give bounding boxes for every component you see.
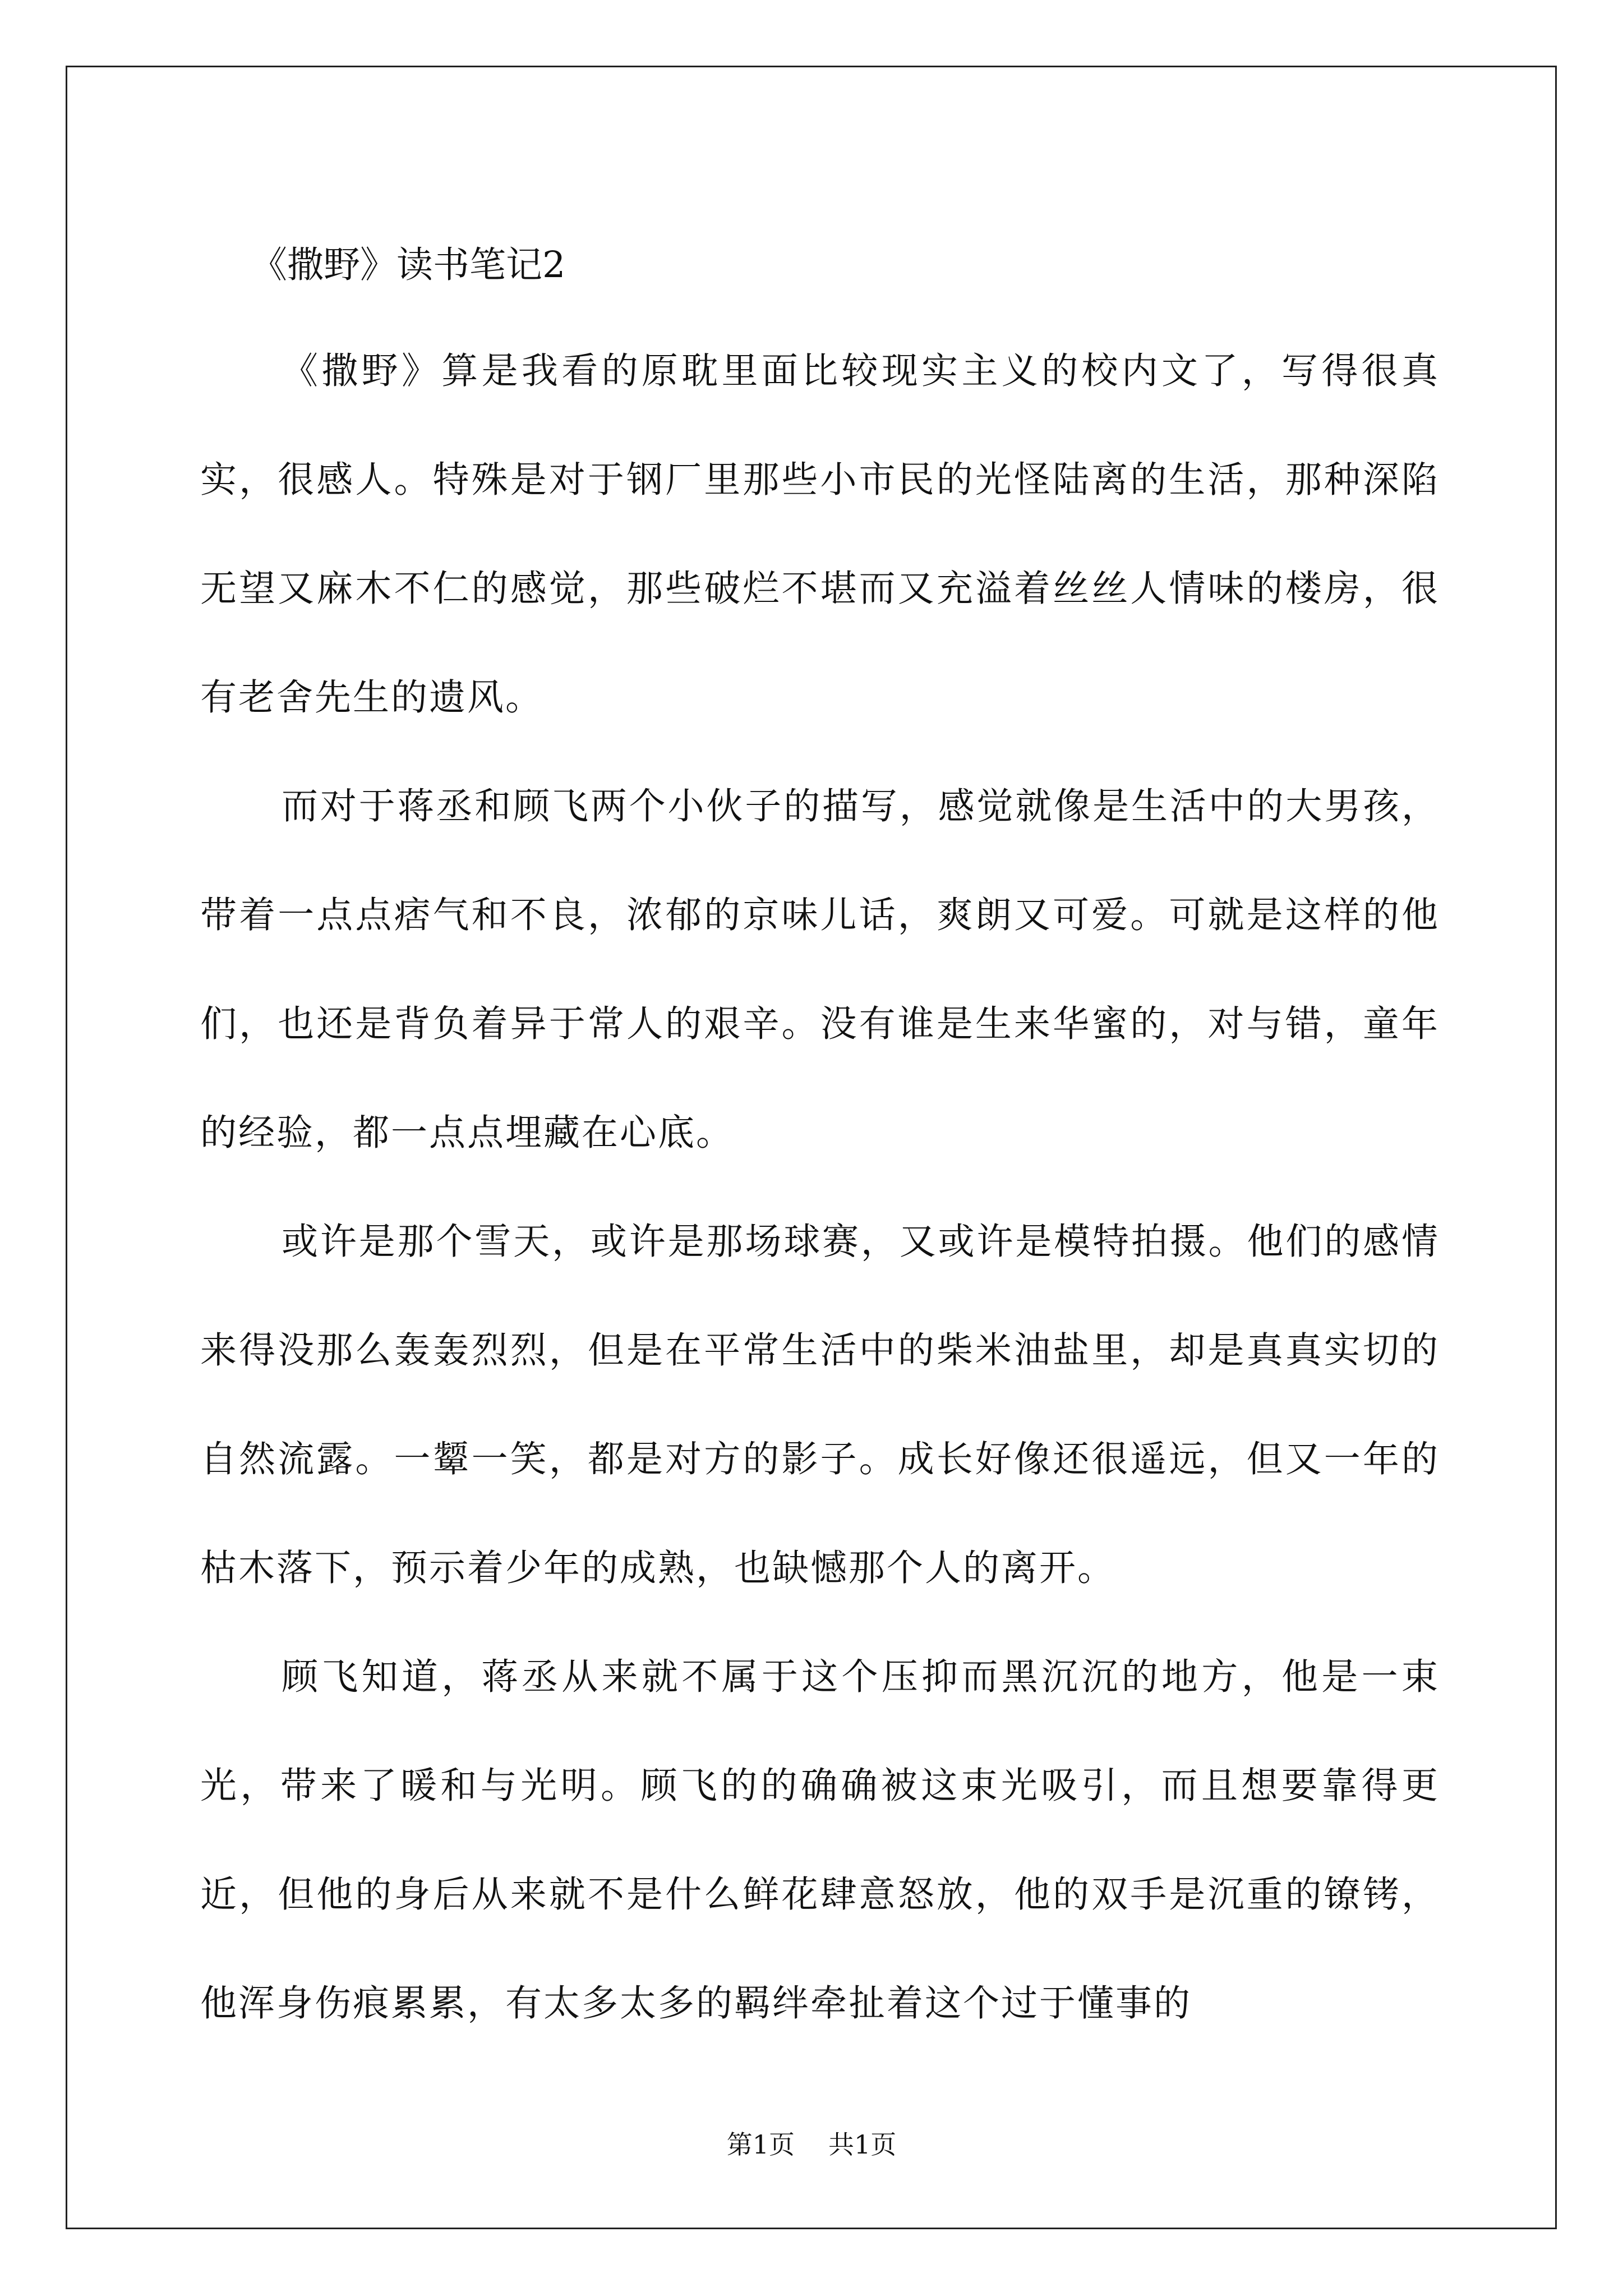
page-footer [0, 2128, 1623, 2161]
paragraph-1: 《撒野》算是我看的原耽里面比较现实主义的校内文了，写得很真实，很感人。特殊是对于钢厂里那些小市民的光怪陆离的生活，那种深陷无望又麻木不仁的感觉，那些破烂不堪而又充溢着丝丝人情味的楼房，很有老舍先生的遗风。 [200, 350, 1440, 719]
document-body [200, 213, 1440, 2058]
paragraph-2: 而对于蒋丞和顾飞两个小伙子的描写，感觉就像是生活中的大男孩，带着一点点痞气和不良，浓郁的京味儿话，爽朗又可爱。可就是这样的他们，也还是背负着异于常人的艰辛。没有谁是生来华蜜的，对与错，童年的经验，都一点点埋藏在心底。 [200, 785, 1440, 1154]
document-title: 《撒野》读书笔记2 [251, 244, 566, 286]
paragraph-3: 或许是那个雪天，或许是那场球赛，又或许是模特拍摄。他们的感情来得没那么轰轰烈烈，但是在平常生活中的柴米油盐里，却是真真实切的自然流露。一颦一笑，都是对方的影子。成长好像还很遥远，但又一年的枯木落下，预示着少年的成熟，也缺憾那个人的离开。 [200, 1221, 1440, 1589]
paragraph-4: 顾飞知道，蒋丞从来就不属于这个压抑而黑沉沉的地方，他是一束光，带来了暖和与光明。顾飞的的确确被这束光吸引，而且想要靠得更近，但他的身后从来就不是什么鲜花肆意怒放，他的双手是沉重的镣铐，他浑身伤痕累累，有太多太多的羁绊牵扯着这个过于懂事的 [200, 1656, 1440, 2024]
page-number-current: 第1页 [726, 2129, 795, 2160]
page-number-total: 共1页 [828, 2129, 897, 2160]
